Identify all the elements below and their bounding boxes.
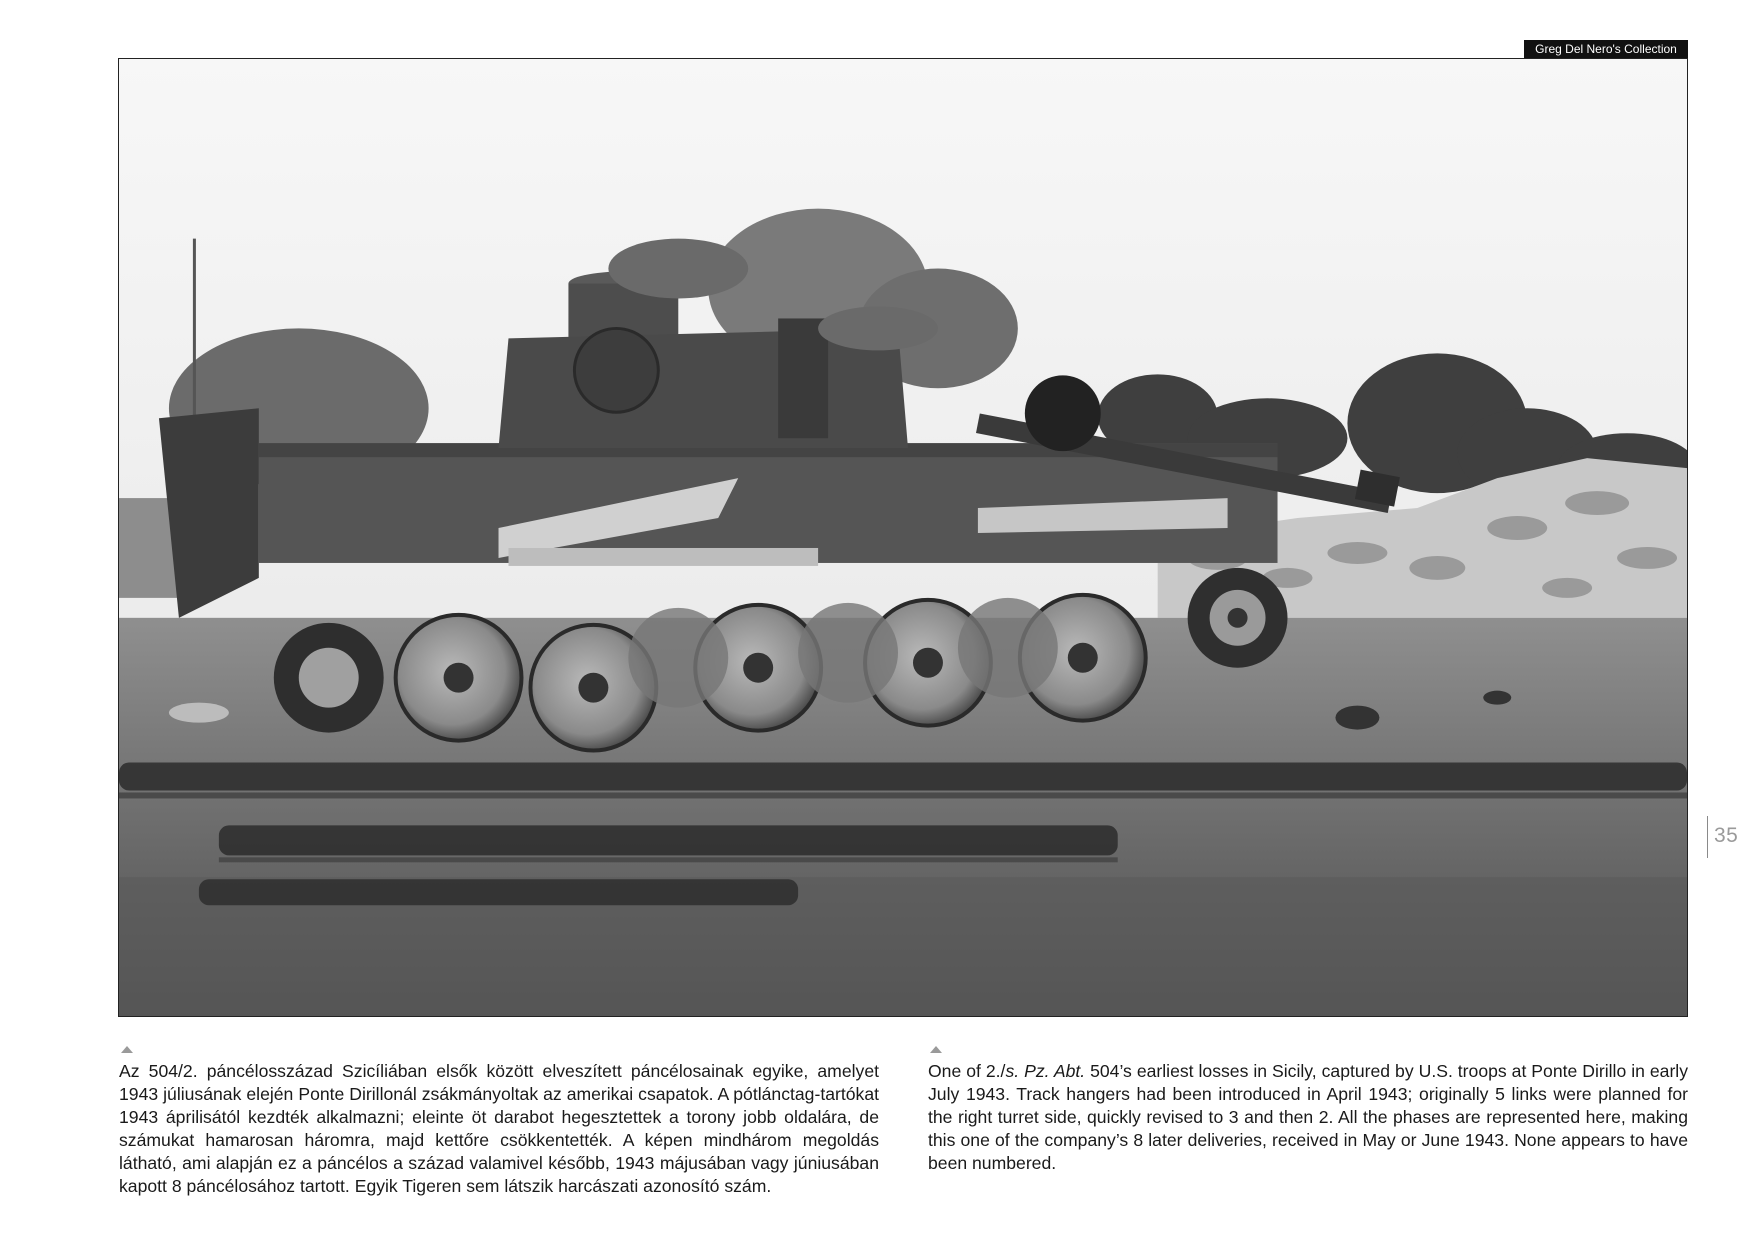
page-number: 35 bbox=[1714, 824, 1739, 847]
photo-credit: Greg Del Nero's Collection bbox=[1524, 40, 1688, 59]
tank-photo bbox=[118, 58, 1688, 1017]
caption-pointer-icon bbox=[121, 1046, 133, 1053]
caption-english-body: 504’s earliest losses in Sicily, captured by U.S. troops at Ponte Dirillo in early July 1943. Track hangers had been introduced in April 1943; originally 5 links were planned for the right turret side, quickly revised to 3 and then 2. All the phases are represented here, making this one of the company’s 8 later deliveries, received in May or June 1943. None appears to have been numbered. bbox=[928, 1061, 1689, 1173]
caption-english-prefix: One of 2./ bbox=[928, 1061, 1006, 1081]
tank-photo-illustration bbox=[119, 59, 1687, 1016]
caption-english-unit: s. Pz. Abt. bbox=[1005, 1061, 1086, 1081]
sprocket bbox=[1188, 568, 1288, 668]
caption-english bbox=[928, 1060, 1688, 1175]
idler-wheel bbox=[274, 623, 384, 733]
page-number-rule bbox=[1707, 816, 1708, 858]
caption-pointer-icon bbox=[930, 1046, 942, 1053]
caption-hungarian: Az 504/2. páncélosszázad Szicíliában elsők között elveszített páncélosainak egyike, amelyet 1943 júliusának elején Ponte Dirillonál zsákmányoltak az amerikai csapatok. A pótlánctag-tartókat 1943 áprilisától kezdték alkalmazni; eleinte öt darabot hegesztettek a torony jobb oldalára, de számukat hamarosan háromra, majd kettőre csökkentették. A képen mindhárom megoldás látható, ami alapján ez a páncélos a század valamivel később, 1943 májusában vagy júniusában kapott 8 páncélosához tartott. Egyik Tigeren sem látszik harcászati azonosító szám. bbox=[119, 1061, 879, 1196]
